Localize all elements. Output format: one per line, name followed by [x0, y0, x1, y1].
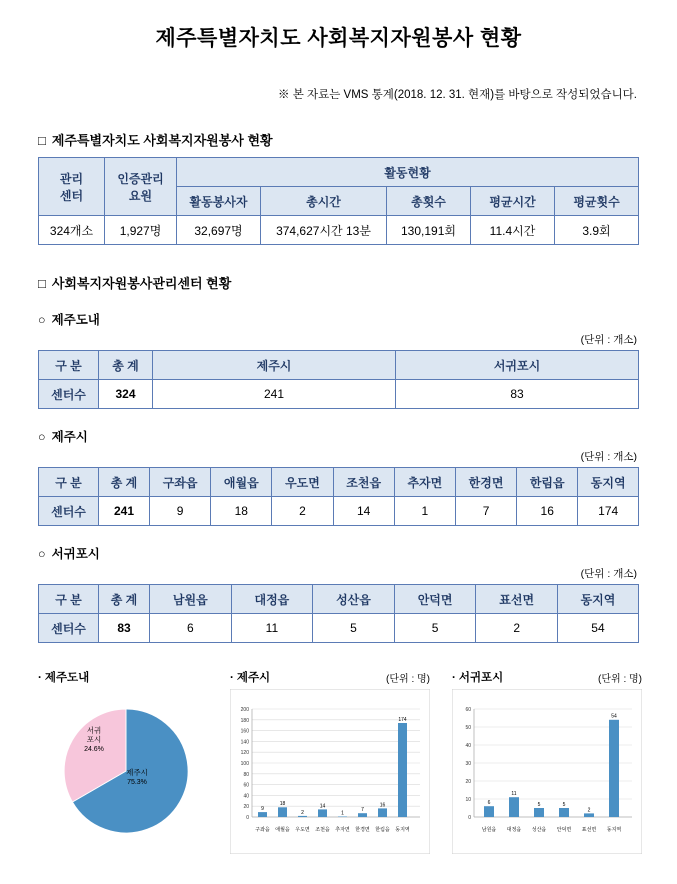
svg-text:2: 2 [301, 809, 304, 816]
sub1-unit-label: (단위 : 개소) [580, 334, 637, 346]
table-row [39, 468, 639, 497]
th-avg-counts: 평균횟수 [555, 187, 639, 216]
svg-text:140: 140 [240, 739, 249, 746]
svg-text:16: 16 [379, 802, 386, 809]
table-row [39, 351, 639, 380]
th-total-hours: 총시간 [261, 187, 387, 216]
table-row [39, 614, 639, 643]
sub3-unit-label: (단위 : 개소) [580, 568, 637, 580]
td-center-value: 324개소 [39, 216, 105, 245]
td-dong-area-value: 54 [557, 614, 638, 643]
subsection-heading-jeju-do [38, 310, 639, 328]
td-chuja-myeon-value: 1 [394, 497, 455, 526]
svg-text:우도면: 우도면 [295, 827, 310, 833]
bar-hallim-eup [378, 808, 387, 817]
jeju-do-table [38, 350, 639, 409]
td-volunteers-value: 32,697명 [177, 216, 261, 245]
svg-text:2: 2 [587, 807, 591, 814]
sub2-title-text: 제주시 [51, 430, 88, 444]
svg-text:100: 100 [240, 761, 249, 767]
svg-text:20: 20 [243, 804, 249, 811]
td-total-hours-value: 374,627시간 13분 [261, 216, 387, 245]
td-jocheon-eup-value: 14 [333, 497, 394, 526]
svg-text:200: 200 [240, 707, 249, 713]
svg-text:남원읍: 남원읍 [481, 827, 497, 833]
svg-text:80: 80 [243, 771, 249, 778]
td-seongsan-eup-value: 5 [313, 614, 395, 643]
square-marker-icon: □ [38, 133, 46, 148]
td-avg-counts-value: 3.9회 [555, 216, 639, 245]
td-total-counts-value: 130,191회 [387, 216, 471, 245]
section2-title-text: 사회복지자원봉사관리센터 현황 [51, 276, 232, 291]
bar-chart-seogwipo-si [452, 669, 642, 854]
svg-text:40: 40 [465, 743, 471, 749]
bar-chart2-unit: (단위 : 명) [598, 674, 642, 685]
bar-jocheon-eup [318, 809, 327, 817]
th-seongsan-eup: 성산읍 [313, 585, 395, 614]
td-hangyeong-myeon-value: 7 [455, 497, 516, 526]
circle-marker-icon: ○ [38, 313, 46, 327]
th-volunteers: 활동봉사자 [177, 187, 261, 216]
bar-hangyeong-myeon [358, 813, 367, 817]
svg-text:표선면: 표선면 [581, 827, 597, 833]
pie-label-jeju-si-pct: 75.3% [127, 779, 147, 786]
th-dong-area: 동지역 [578, 468, 639, 497]
svg-text:동지역: 동지역 [395, 827, 410, 833]
svg-text:한림읍: 한림읍 [375, 827, 390, 833]
sub3-title-text: 서귀포시 [51, 547, 100, 561]
bar-namwon-eup [484, 806, 494, 817]
th-division: 구 분 [39, 351, 99, 380]
svg-text:6: 6 [487, 800, 491, 807]
bar-seongsan-eup [534, 808, 544, 817]
svg-text:20: 20 [465, 779, 471, 785]
th-pyoseon-myeon: 표선면 [476, 585, 558, 614]
th-jeju-si: 제주시 [153, 351, 396, 380]
th-staff: 인증관리 요원 [105, 158, 177, 216]
subsection-heading-seogwipo-si [38, 544, 639, 562]
td-daejeong-eup-value: 11 [231, 614, 313, 643]
th-gujwa-eup: 구좌읍 [150, 468, 211, 497]
svg-text:한경면: 한경면 [355, 827, 370, 833]
svg-text:안덕면: 안덕면 [556, 827, 572, 833]
th-namwon-eup: 남원읍 [150, 585, 232, 614]
square-marker-icon: □ [38, 276, 46, 291]
svg-text:60: 60 [243, 782, 249, 789]
jeju-si-table [38, 467, 639, 526]
svg-text:160: 160 [240, 728, 249, 735]
bar-pyoseon-myeon [584, 813, 594, 817]
bar-dong-area [398, 723, 407, 817]
svg-text:40: 40 [243, 793, 249, 800]
td-total-value: 324 [99, 380, 153, 409]
td-dong-area-value: 174 [578, 497, 639, 526]
td-jeju-si-value: 241 [153, 380, 396, 409]
bar-chart1-svg [230, 689, 430, 854]
section-heading-centers [38, 273, 639, 292]
td-aewol-eup-value: 18 [211, 497, 272, 526]
svg-text:174: 174 [398, 716, 407, 723]
overview-table [38, 157, 639, 245]
th-division: 구 분 [39, 468, 99, 497]
svg-text:동지역: 동지역 [606, 827, 622, 833]
svg-text:5: 5 [537, 801, 541, 808]
th-activity-group: 활동현황 [177, 158, 639, 187]
svg-text:120: 120 [240, 750, 249, 757]
dot-marker-icon: · [230, 672, 234, 684]
section1-title-text: 제주특별자치도 사회복지자원봉사 현황 [51, 133, 273, 148]
td-pyoseon-myeon-value: 2 [476, 614, 558, 643]
bar-aewol-eup [278, 807, 287, 817]
svg-text:대정읍: 대정읍 [506, 827, 522, 833]
pie-label-seogwipo-si-pct: 24.6% [84, 746, 104, 753]
svg-text:11: 11 [511, 791, 517, 798]
table-row [39, 497, 639, 526]
th-seogwipo-si: 서귀포시 [396, 351, 639, 380]
td-andeok-myeon-value: 5 [394, 614, 476, 643]
td-udo-myeon-value: 2 [272, 497, 333, 526]
th-division: 구 분 [39, 585, 99, 614]
svg-text:30: 30 [465, 761, 471, 767]
bar-udo-myeon [298, 816, 307, 817]
circle-marker-icon: ○ [38, 430, 46, 444]
table-row [39, 585, 639, 614]
svg-text:조천읍: 조천읍 [315, 827, 330, 833]
svg-text:60: 60 [465, 707, 471, 713]
svg-text:5: 5 [562, 801, 566, 808]
pie-chart-jeju-do [38, 669, 218, 854]
td-seogwipo-si-value: 83 [396, 380, 639, 409]
th-center: 관리 센터 [39, 158, 105, 216]
svg-text:구좌읍: 구좌읍 [255, 827, 270, 833]
th-avg-hours: 평균시간 [471, 187, 555, 216]
bar-andeok-myeon [559, 808, 569, 817]
td-total-value: 83 [99, 614, 150, 643]
pie-chart-title: 제주도내 [44, 672, 90, 684]
charts-row [38, 669, 642, 854]
th-andeok-myeon: 안덕면 [394, 585, 476, 614]
bar-gujwa-eup [258, 812, 267, 817]
th-hangyeong-myeon: 한경면 [455, 468, 516, 497]
th-daejeong-eup: 대정읍 [231, 585, 313, 614]
th-hallim-eup: 한림읍 [517, 468, 578, 497]
td-staff-value: 1,927명 [105, 216, 177, 245]
th-jocheon-eup: 조천읍 [333, 468, 394, 497]
bar-chart1-unit: (단위 : 명) [386, 674, 430, 685]
pie-label-seogwipo-si-name2: 포시 [86, 735, 102, 744]
svg-text:성산읍: 성산읍 [531, 827, 547, 833]
td-gujwa-eup-value: 9 [150, 497, 211, 526]
th-dong-area: 동지역 [557, 585, 638, 614]
svg-text:10: 10 [465, 797, 471, 803]
td-namwon-eup-value: 6 [150, 614, 232, 643]
seogwipo-si-table [38, 584, 639, 643]
dot-marker-icon: · [38, 672, 42, 684]
svg-text:9: 9 [261, 806, 264, 812]
sub2-unit-label: (단위 : 개소) [580, 451, 637, 463]
pie-label-seogwipo-si-name1: 서귀 [86, 726, 102, 735]
th-chuja-myeon: 추자면 [394, 468, 455, 497]
svg-text:0: 0 [246, 815, 249, 821]
th-total: 총 계 [99, 585, 150, 614]
th-udo-myeon: 우도면 [272, 468, 333, 497]
svg-text:추자면: 추자면 [335, 827, 350, 833]
table-row [39, 158, 639, 187]
section-heading-overview [38, 130, 639, 149]
table-row [39, 216, 639, 245]
pie-label-jeju-si-name: 제주시 [126, 768, 148, 777]
bar-chart2-svg [452, 689, 642, 854]
svg-text:50: 50 [465, 725, 471, 731]
sub1-title-text: 제주도내 [51, 313, 100, 327]
table-row [39, 380, 639, 409]
td-row-label: 센터수 [39, 497, 99, 526]
svg-text:14: 14 [319, 803, 326, 810]
bar-chart2-title: 서귀포시 [458, 672, 504, 684]
bar-chart-jeju-si [230, 669, 430, 854]
th-aewol-eup: 애월읍 [211, 468, 272, 497]
svg-text:애월읍: 애월읍 [275, 827, 290, 833]
td-total-value: 241 [99, 497, 150, 526]
th-total: 총 계 [99, 468, 150, 497]
bar-chuja-myeon [338, 817, 347, 818]
pie-chart-svg [38, 689, 218, 854]
circle-marker-icon: ○ [38, 547, 46, 561]
th-total-counts: 총횟수 [387, 187, 471, 216]
td-hallim-eup-value: 16 [517, 497, 578, 526]
page-title: 제주특별자치도 사회복지자원봉사 현황 [155, 27, 522, 50]
svg-text:7: 7 [361, 807, 364, 814]
svg-text:54: 54 [611, 713, 617, 720]
bar-chart1-title: 제주시 [236, 672, 271, 684]
pie-chart-caption [38, 669, 218, 685]
td-avg-hours-value: 11.4시간 [471, 216, 555, 245]
svg-text:0: 0 [468, 815, 471, 821]
dot-marker-icon: · [452, 672, 456, 684]
bar-dong-area [609, 720, 619, 817]
td-row-label: 센터수 [39, 380, 99, 409]
svg-text:180: 180 [240, 717, 249, 724]
bar-daejeong-eup [509, 797, 519, 817]
source-note: ※ 본 자료는 VMS 통계(2018. 12. 31. 현재)를 바탕으로 작성되었습니다. [278, 89, 637, 101]
th-total: 총 계 [99, 351, 153, 380]
td-row-label: 센터수 [39, 614, 99, 643]
svg-text:18: 18 [279, 801, 286, 808]
svg-text:1: 1 [341, 810, 344, 817]
subsection-heading-jeju-si [38, 427, 639, 445]
document-page [0, 22, 677, 884]
